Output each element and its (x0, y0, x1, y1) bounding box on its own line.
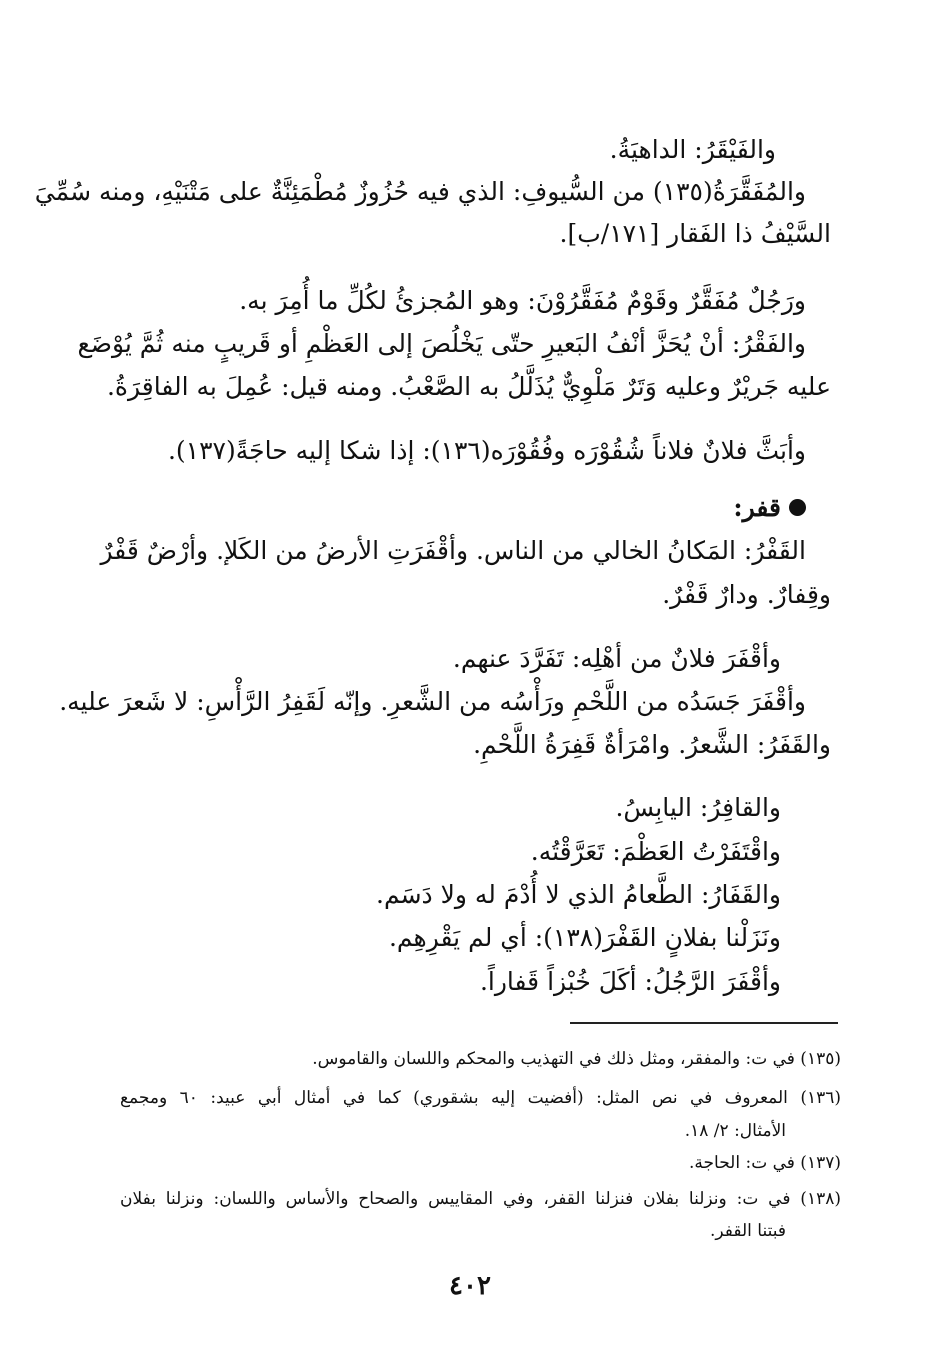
entry-line: وأقْفَرَ جَسَدُه من اللَّحْمِ ورَأْسُه من الشَّعرِ. وإنّه لَقَفِرُ الرَّأْسِ: لا شَعرَ عليه. (59, 687, 806, 716)
section-heading (506, 490, 806, 526)
entry-line: وأبَثَّ فلانٌ فلاناً شُقُوْرَه وفُقُوْرَه(١٣٦): إذا شكا إليه حاجَةً(١٣٧). (167, 436, 806, 465)
footnote-divider (570, 1022, 838, 1024)
entry-line: والفَيْقَرُ: الداهيَةُ. (609, 135, 776, 164)
entry-line: وأقْفَرَ الرَّجُلُ: أكَلَ خُبْزاً قَفاراً. (479, 967, 781, 996)
entry-line: واقْتَفَرْتُ العَظْمَ: تَعَرَّقْتُه. (530, 837, 781, 866)
footnote: فبتنا القفر. (710, 1221, 786, 1241)
footnote: (١٣٥) في ت: والمفقر، ومثل ذلك في التهذيب والمحكم واللسان والقاموس. (312, 1049, 841, 1069)
entry-line: عليه جَريْرٌ وعليه وَتَرٌ مَلْوِيٌّ يُذَلَّلُ به الصَّعْبُ. ومنه قيل: عُمِلَ به الفاقِرَةُ. (106, 372, 831, 401)
footnote: (١٣٨) في ت: ونزلنا بفلان فنزلنا القفر، وفي المقاييس والصحاح والأساس واللسان: ونزلنا بفلان (120, 1189, 841, 1209)
entry-line: ورَجُلٌ مُفَقَّرٌ وقَوْمٌ مُفَقَّرُوْنَ: وهو المُجزئُ لكُلِّ ما أُمِرَ به. (239, 286, 806, 315)
entry-line: والفَقْرُ: أنْ يُحَزَّ أنْفُ البَعيرِ حتّى يَخْلُصَ إلى العَظْمِ أو قَريبٍ منه ثُمَّ يُوْضَع (77, 329, 806, 358)
entry-line: القَفْرُ: المَكانُ الخالي من الناس. وأقْفَرَتِ الأرضُ من الكَلإ. وأرْضٌ قَفْرٌ (100, 536, 806, 565)
entry-line: وأقْفَرَ فلانٌ من أهْلِه: تَفَرَّدَ عنهم. (452, 644, 781, 673)
footnote: (١٣٧) في ت: الحاجة. (688, 1153, 841, 1173)
entry-line: السَّيْفُ ذا الفَقار [١٧١/ب]. (559, 219, 831, 248)
entry-line: وقِفارٌ. ودارٌ قَفْرٌ. (662, 580, 831, 609)
entry-line: والقَفَرُ: الشَّعرُ. وامْرَأةٌ قَفِرَةُ اللَّحْمِ. (473, 730, 831, 759)
entry-line: والمُفَقَّرَةُ(١٣٥) من السُّيوفِ: الذي فيه حُزُوزٌ مُطْمَئِنَّةٌ على مَتْنَيْهِ، ومنه سُمِّيَ (34, 177, 806, 206)
entry-line: والقَفَارُ: الطَّعامُ الذي لا أُدْمَ له ولا دَسَم. (376, 880, 781, 909)
page-number: ٤٠٢ (449, 1271, 491, 1301)
footnote: الأمثال: ٢/ ١٨. (684, 1121, 786, 1141)
bullet-icon (789, 499, 806, 516)
entry-line: والقافِرُ: اليابِسُ. (615, 793, 781, 822)
entry-line: ونَزَلْنا بفلانٍ القَفْرَ(١٣٨): أي لم يَقْرِهِم. (388, 923, 781, 952)
footnote: (١٣٦) المعروف في نص المثل: (أفضيت إليه بشقوري) كما في أمثال أبي عبيد: ٦٠ ومجمع (120, 1088, 842, 1108)
heading-text: قفر: (733, 493, 781, 522)
